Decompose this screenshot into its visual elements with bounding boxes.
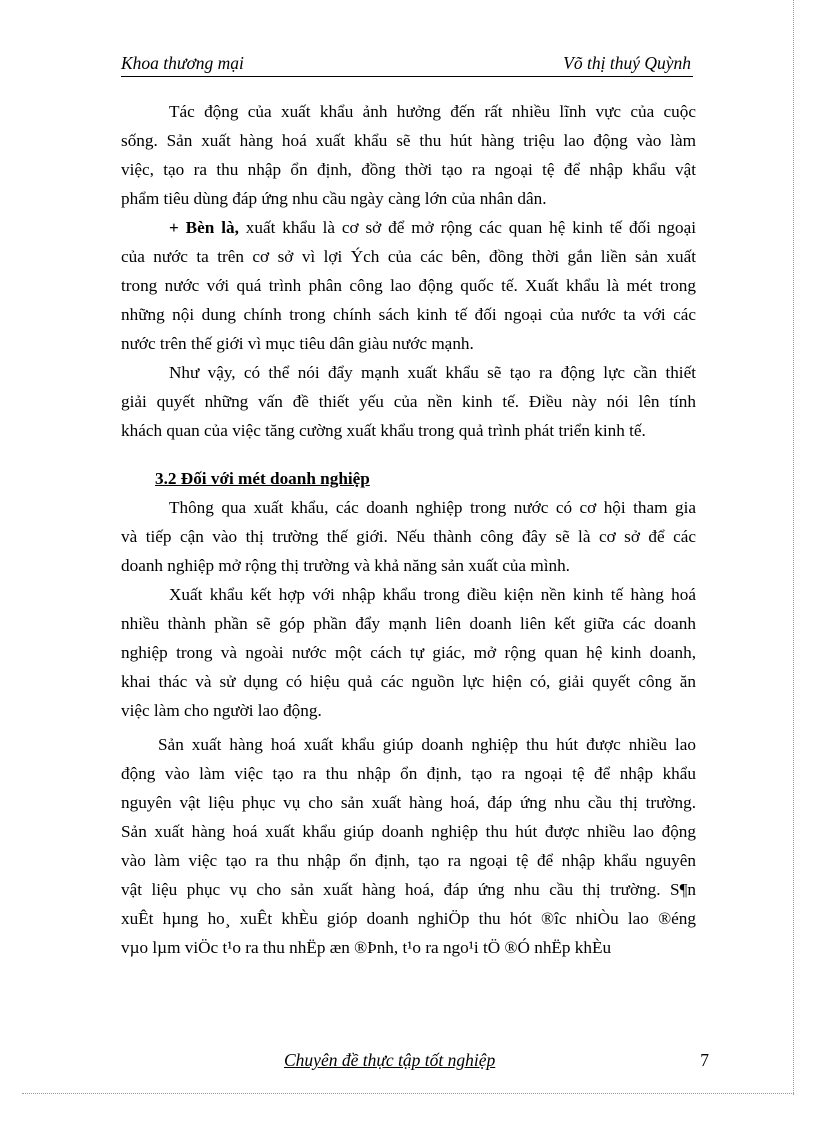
text-line: sống. Sản xuất hàng hoá xuất khẩu sẽ thu hút hàng triệu lao động vào làm — [121, 131, 696, 150]
page-border-bottom — [22, 1093, 794, 1094]
text-line: nghiệp trong và ngoài nước một cách tự giác, mở rộng quan hệ kinh doanh, — [121, 643, 696, 662]
text-line: vào làm việc tạo ra thu nhập ổn định, tạo ra ngoại tệ để nhập khẩu nguyên — [121, 851, 696, 870]
text-line: động vào làm việc tạo ra thu nhập ổn định, tạo ra ngoại tệ để nhập khẩu — [121, 764, 696, 783]
text-line: Sản xuất hàng hoá xuất khẩu giúp doanh nghiệp thu hút được nhiều lao động — [121, 822, 696, 841]
text-line: việc, tạo ra thu nhập ổn định, đồng thời tạo ra ngoại tệ để nhập khẩu vật — [121, 160, 696, 179]
document-body — [121, 97, 696, 962]
text-line — [121, 213, 696, 242]
bold-lead: + Bèn là, — [169, 218, 239, 237]
text-line: nguyên vật liệu phục vụ cho sản xuất hàng hoá, đáp ứng nhu cầu thị trường. — [121, 793, 696, 812]
text-line: của nước ta trên cơ sở vì lợi Ých của các bên, đồng thời gắn liền sản xuất — [121, 247, 696, 266]
text-line: Như vậy, có thể nói đẩy mạnh xuất khẩu sẽ tạo ra động lực cần thiết — [169, 363, 696, 382]
text-line: nhiều thành phần sẽ góp phần đẩy mạnh liên doanh liên kết giữa các doanh — [121, 614, 696, 633]
text-line: Tác động của xuất khẩu ảnh hưởng đến rất nhiều lĩnh vực của cuộc — [169, 102, 696, 121]
footer-title: Chuyên đề thực tập tốt nghiệp — [284, 1050, 496, 1070]
text-line: giải quyết những vấn đề thiết yếu của nền kinh tế. Điều này nói lên tính — [121, 392, 696, 411]
text-line: xuÊt hµng ho¸ xuÊt khÈu gióp doanh nghiÖp thu hót ®îc nhiÒu lao ®éng — [121, 909, 696, 928]
page-border-right — [792, 0, 794, 1095]
section-heading: 3.2 Đối với mét doanh nghiệp — [155, 469, 370, 488]
text-line: việc làm cho người lao động. — [121, 701, 322, 720]
text-line: vật liệu phục vụ cho sản xuất hàng hoá, đáp ứng nhu cầu thị trường. S¶n — [121, 880, 696, 899]
header-department: Khoa thương mại — [121, 53, 244, 73]
page-header — [121, 52, 693, 77]
text-line: Xuất khẩu kết hợp với nhập khẩu trong điều kiện nền kinh tế hàng hoá — [169, 585, 696, 604]
text-line: nước trên thế giới vì mục tiêu dân giàu nước mạnh. — [121, 334, 474, 353]
header-author: Võ thị thuý Quỳnh — [563, 53, 691, 73]
text-line: trong nước với quá trình phân công lao động quốc tế. Xuất khẩu là mét trong — [121, 276, 696, 295]
text-line: Thông qua xuất khẩu, các doanh nghiệp trong nước có cơ hội tham gia — [169, 498, 696, 517]
text-line: doanh nghiệp mở rộng thị trường và khả năng sản xuất của mình. — [121, 556, 570, 575]
text-line: vµo lµm viÖc t¹o ra thu nhËp æn ®Þnh, t¹o ra ngo¹i tÖ ®Ó nhËp khÈu — [121, 938, 612, 957]
text-line: phẩm tiêu dùng đáp ứng nhu cầu ngày càng lớn của nhân dân. — [121, 189, 547, 208]
text-line: và tiếp cận vào thị trường thế giới. Nếu thành công đây sẽ là cơ sở để các — [121, 527, 696, 546]
text-line: khách quan của việc tăng cường xuất khẩu trong quả trình phát triển kinh tế. — [121, 421, 646, 440]
page-footer — [121, 1050, 711, 1076]
page-number: 7 — [700, 1050, 709, 1070]
text-line: Sản xuất hàng hoá xuất khẩu giúp doanh nghiệp thu hút được nhiều lao — [158, 735, 696, 754]
text-line: những nội dung chính trong chính sách kinh tế đối ngoại của nước ta với các — [121, 305, 696, 324]
text-span: xuất khẩu là cơ sở để mở rộng các quan hệ kinh tế đối ngoại — [238, 218, 696, 237]
text-line: khai thác và sử dụng có hiệu quả các nguồn lực hiện có, giải quyết công ăn — [121, 672, 696, 691]
